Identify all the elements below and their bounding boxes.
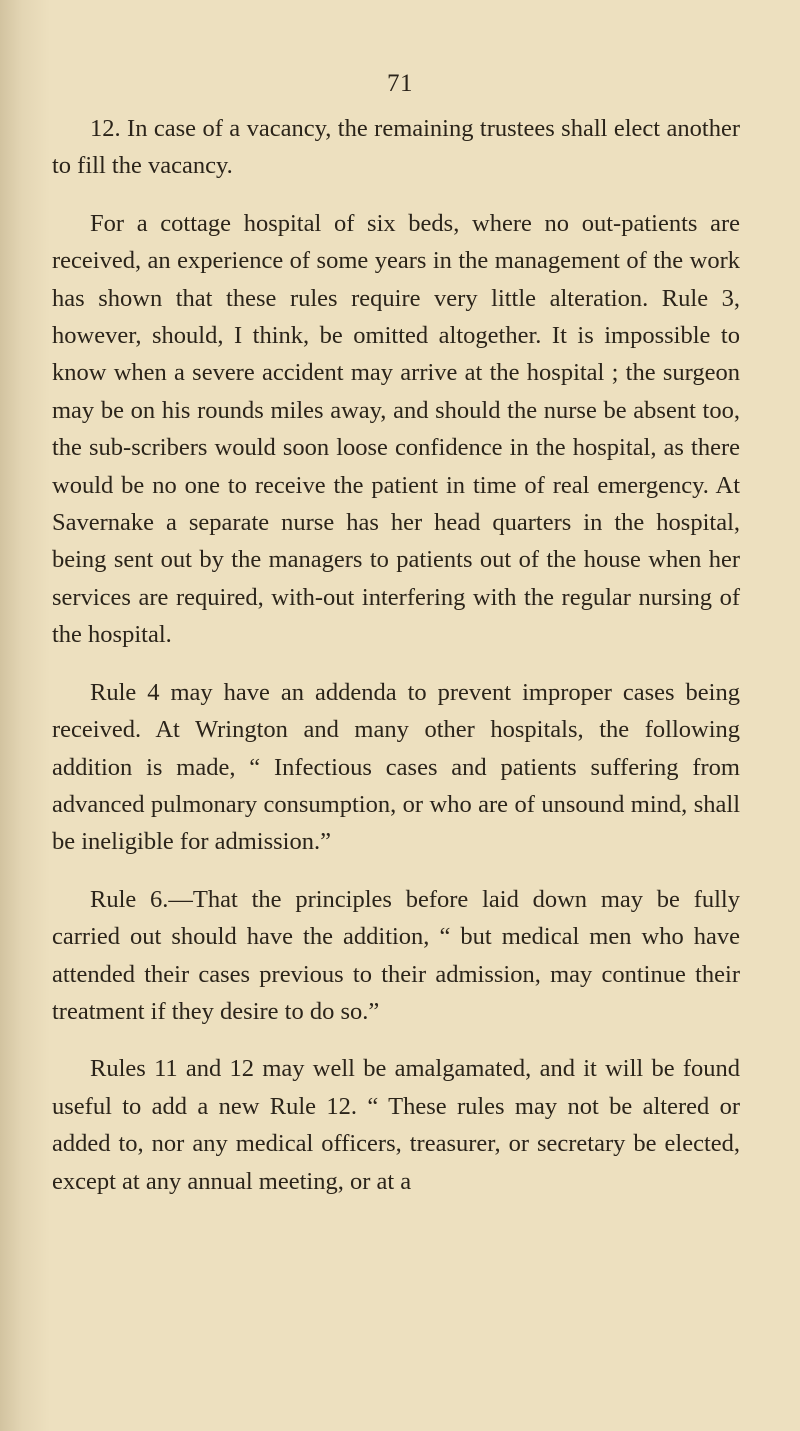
paragraph-rule-4: Rule 4 may have an addenda to prevent improper cases being received. At Wrington and many other hospitals, the following addition is made, “ Infectious cases and patients suffering from advanced pulmonary consumption, or who are of unsound mind, shall be ineligible for admission.”	[52, 678, 740, 856]
page-number: 71	[387, 70, 413, 97]
paragraph-rules-11-12: Rules 11 and 12 may well be amalgamated, and it will be found useful to add a new Rule 12. “ These rules may not be altered or added to, nor any medical officers, treasurer, or secretary be elected, except at any annual meeting, or at a	[52, 1055, 740, 1195]
body-text	[52, 110, 740, 1200]
paragraph-rule-12: 12. In case of a vacancy, the remaining trustees shall elect another to fill the vacancy.	[52, 115, 740, 180]
paragraph-rule-6: Rule 6.—That the principles before laid down may be fully carried out should have the addition, “ but medical men who have attended their cases previous to their admission, may continue their treatment if they desire to do so.”	[52, 885, 740, 1025]
paragraph-cottage-hospital: For a cottage hospital of six beds, where no out-patients are received, an experience of some years in the management of the work has shown that these rules require very little alteration. Rule 3, however, should, I think, be omitted altogether. It is impossible to know when a severe accident may arrive at the hospital ; the surgeon may be on his rounds miles away, and should the nurse be absent too, the sub-scribers would soon loose confidence in the hospital, as there would be no one to receive the patient in time of real emergency. At Savernake a separate nurse has her head quarters in the hospital, being sent out by the managers to patients out of the house when her services are required, with-out interfering with the regular nursing of the hospital.	[52, 209, 740, 649]
